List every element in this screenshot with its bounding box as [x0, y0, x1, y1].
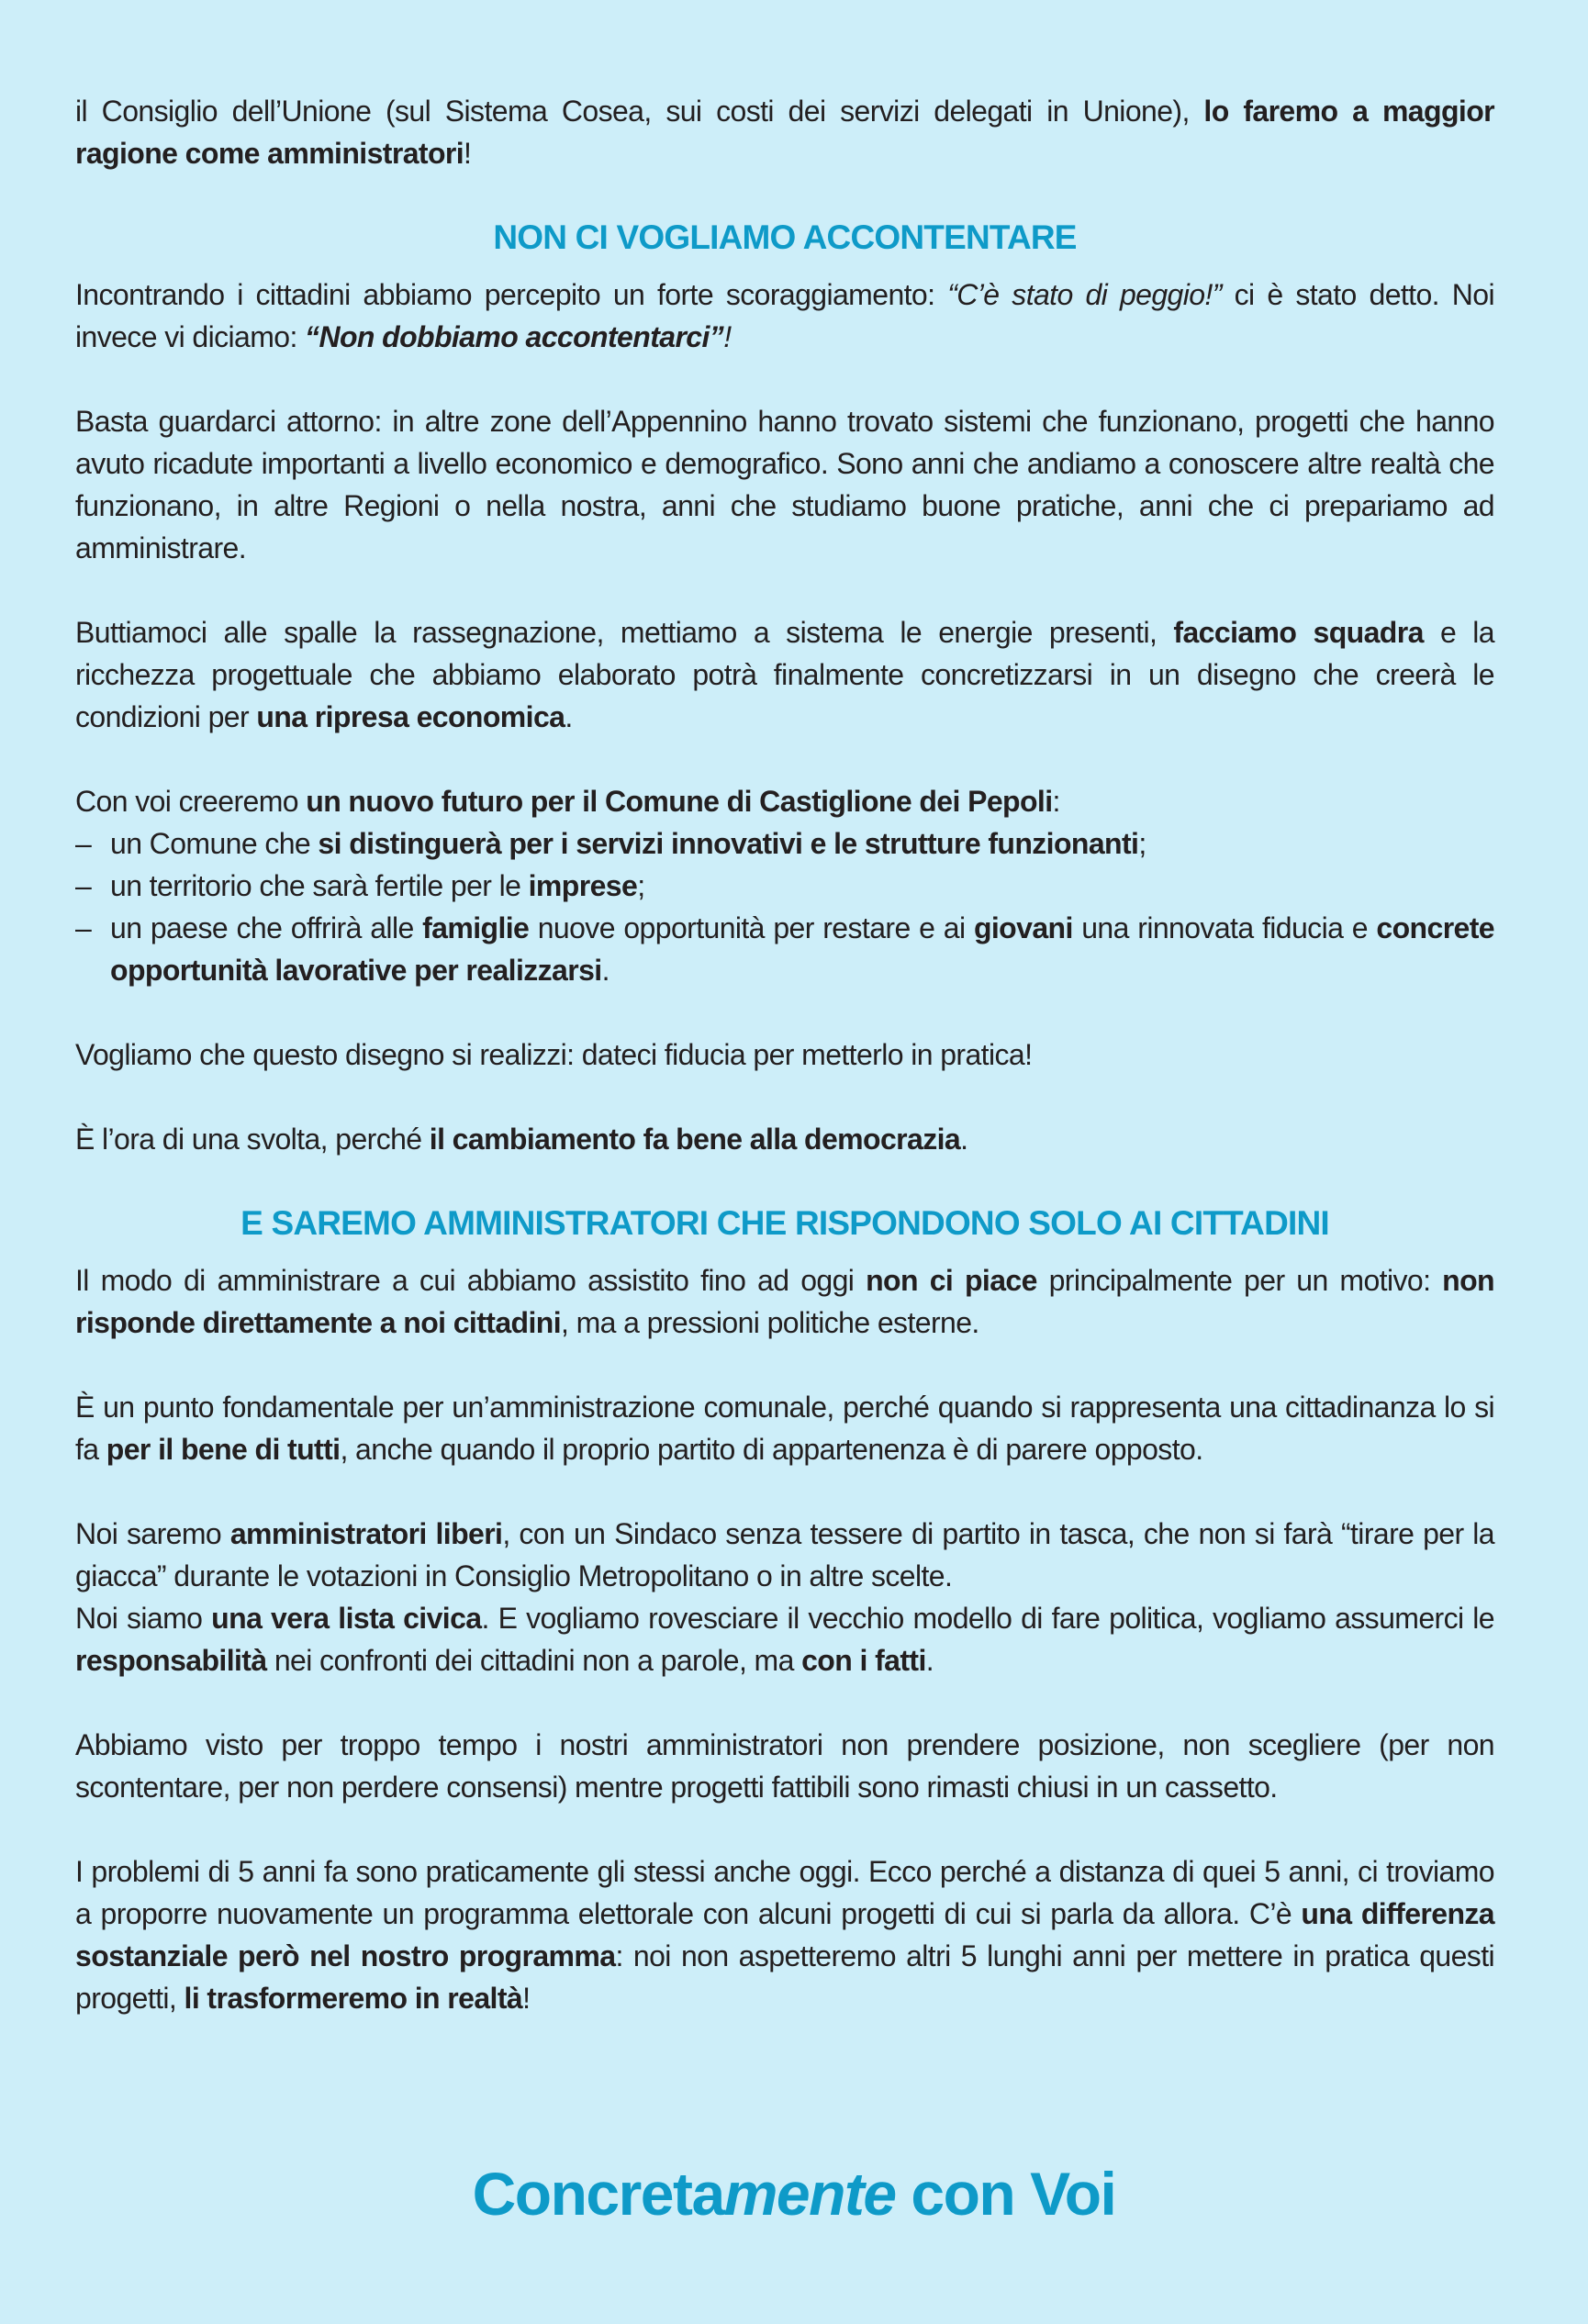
- intro-emphasis: lo faremo a maggior ragione come amministratori: [75, 95, 1494, 170]
- section2-paragraph-5: Abbiamo visto per troppo tempo i nostri amministratori non prendere posizione, non scegliere (per non scontentare, per non perdere consensi) mentre progetti fattibili sono rimasti chiusi in un cassetto.: [75, 1728, 1494, 1804]
- section-heading-amministratori: E SAREMO AMMINISTRATORI CHE RISPONDONO SOLO AI CITTADINI: [240, 1204, 1329, 1242]
- section1-paragraph-3: Buttiamoci alle spalle la rassegnazione, mettiamo a sistema le energie presenti, facciamo squadra e la ricchezza progettuale che abbiamo elaborato potrà finalmente concretizzarsi in un disegno che creerà le condizioni per una ripresa economica.: [75, 616, 1494, 733]
- future-list: [75, 822, 1494, 991]
- list-item: – un paese che offrirà alle famiglie nuove opportunità per restare e ai giovani una rinnovata fiducia e concrete opportunità lavorative per realizzarsi.: [75, 907, 1494, 991]
- dash-bullet: –: [75, 827, 92, 860]
- section2-paragraph-2: È un punto fondamentale per un’amministrazione comunale, perché quando si rappresenta una cittadinanza lo si fa per il bene di tutti, anche quando il proprio partito di appartenenza è di parere opposto.: [75, 1391, 1494, 1466]
- section1-paragraph-2: Basta guardarci attorno: in altre zone dell’Appennino hanno trovato sistemi che funzionano, progetti che hanno avuto ricadute importanti a livello economico e demografico. Sono anni che andiamo a conoscere altre realtà che funzionano, in altre Regioni o nella nostra, anni che studiamo buone pratiche, anni che ci prepariamo ad amministrare.: [75, 405, 1494, 564]
- section-heading-non-ci-vogliamo: NON CI VOGLIAMO ACCONTENTARE: [493, 218, 1077, 256]
- section1-paragraph-6: È l’ora di una svolta, perché il cambiamento fa bene alla democrazia.: [75, 1123, 968, 1156]
- dash-bullet: –: [75, 869, 92, 902]
- intro-paragraph: il Consiglio dell’Unione (sul Sistema Cosea, sui costi dei servizi delegati in Unione), lo faremo a maggior ragione come amministratori!: [75, 95, 1494, 170]
- section2-paragraph-4: Noi siamo una vera lista civica. E vogliamo rovesciare il vecchio modello di fare politica, vogliamo assumerci le responsabilità nei confronti dei cittadini non a parole, ma con i fatti.: [75, 1602, 1494, 1677]
- slogan-title: Concretamente con Voi: [472, 2160, 1116, 2228]
- list-item: – un Comune che si distinguerà per i servizi innovativi e le strutture funzionanti;: [75, 822, 1494, 865]
- section1-paragraph-5: Vogliamo che questo disegno si realizzi: dateci fiducia per metterlo in pratica!: [75, 1038, 1033, 1071]
- section2-paragraph-1: Il modo di amministrare a cui abbiamo assistito fino ad oggi non ci piace principalmente per un motivo: non risponde direttamente a noi cittadini, ma a pressioni politiche esterne.: [75, 1264, 1494, 1339]
- dash-bullet: –: [75, 911, 92, 944]
- list-item: – un territorio che sarà fertile per le imprese;: [75, 865, 1494, 907]
- section2-paragraph-3: Noi saremo amministratori liberi, con un Sindaco senza tessere di partito in tasca, che non si farà “tirare per la giacca” durante le votazioni in Consiglio Metropolitano o in altre scelte.: [75, 1517, 1494, 1592]
- section1-paragraph-1: Incontrando i cittadini abbiamo percepito un forte scoraggiamento: “C’è stato di peggio!” ci è stato detto. Noi invece vi diciamo: “Non dobbiamo accontentarci”!: [75, 278, 1494, 353]
- section1-paragraph-4: Con voi creeremo un nuovo futuro per il Comune di Castiglione dei Pepoli:: [75, 785, 1060, 818]
- section2-paragraph-6: I problemi di 5 anni fa sono praticamente gli stessi anche oggi. Ecco perché a distanza di quei 5 anni, ci troviamo a proporre nuovamente un programma elettorale con alcuni progetti di cui si parla da allora. C’è una differenza sostanziale però nel nostro programma: noi non aspetteremo altri 5 lunghi anni per mettere in pratica questi progetti, li trasformeremo in realtà!: [75, 1855, 1494, 2015]
